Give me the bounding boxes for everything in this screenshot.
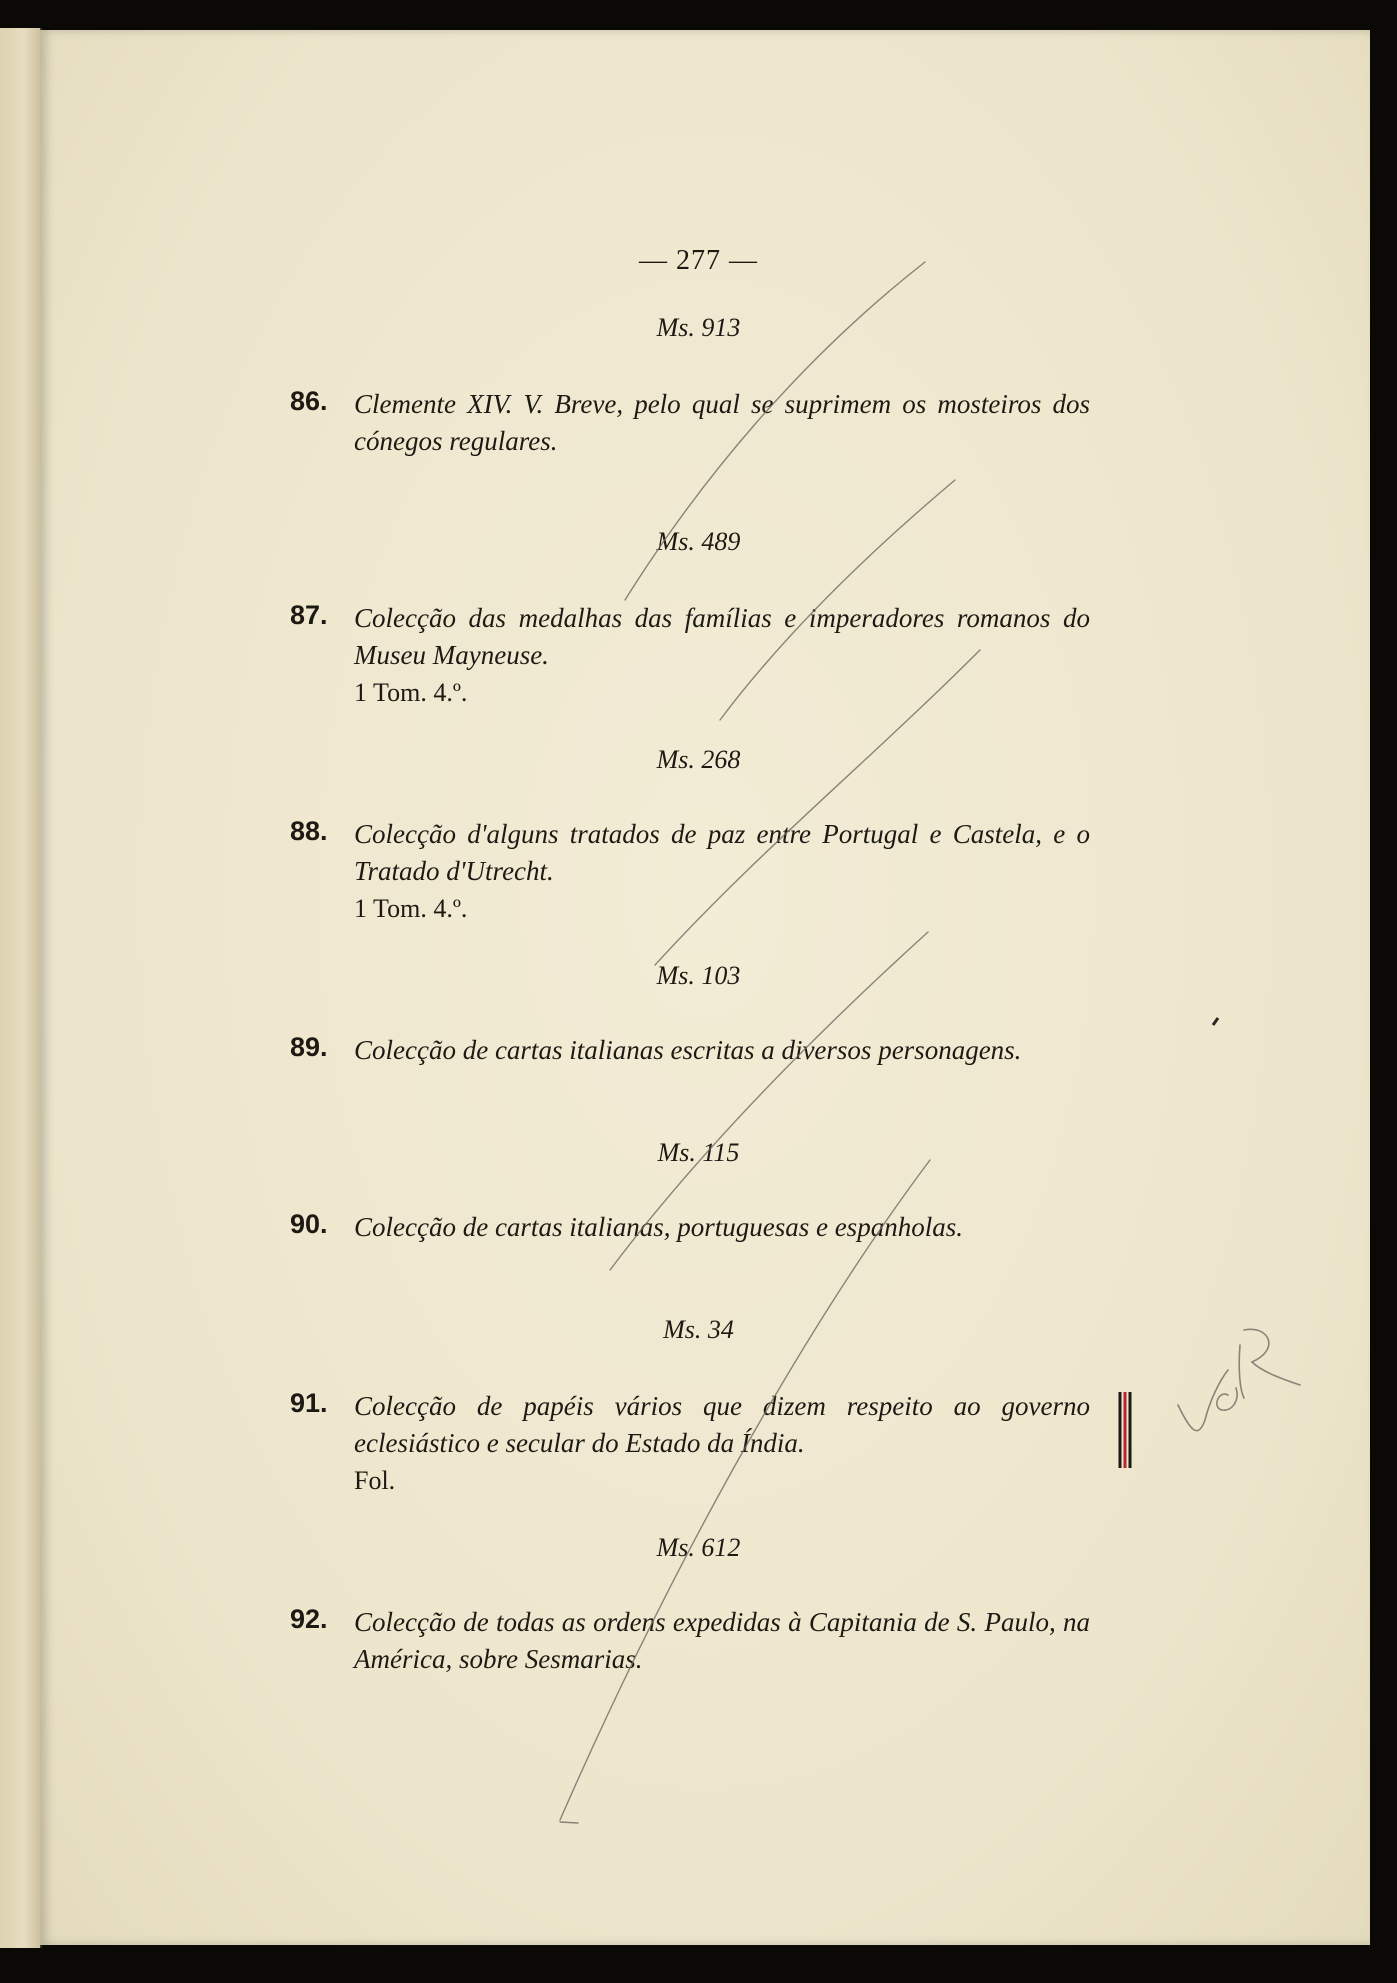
entry-description: Colecção de cartas italianas escritas a diversos personagens. [354,1035,1022,1065]
shelfmark-86: Ms. 913 [656,313,741,342]
shelfmark-87: Ms. 489 [656,527,741,556]
entry-format: 1 Tom. 4.º. [354,894,468,923]
shelfmark-89: Ms. 103 [656,961,741,990]
shelfmark-88: Ms. 268 [656,745,741,774]
catalog-entry-91 [290,1388,1090,1499]
entry-number: 92. [290,1604,328,1634]
entry-description: Colecção de todas as ordens expedidas à Capitania de S. Paulo, na América, sobre Sesmarias. [354,1607,1090,1674]
entry-description: Colecção de papéis vários que dizem respeito ao governo eclesiástico e secular do Estado da Índia. [354,1391,1090,1458]
entry-description: Colecção das medalhas das famílias e imperadores romanos do Museu Mayneuse. [354,603,1090,670]
entry-number: 88. [290,816,328,846]
entry-number: 89. [290,1032,328,1062]
shelfmark-92: Ms. 612 [656,1533,741,1562]
catalog-entry-92 [290,1604,1090,1678]
entry-number: 87. [290,600,328,630]
entry-number: 90. [290,1209,328,1239]
entry-number: 91. [290,1388,328,1418]
entry-description: Colecção de cartas italianas, portuguesas e espanholas. [354,1212,963,1242]
catalog-entry-89 [290,1032,1090,1069]
margin-bar-mark-icon [1112,1390,1172,1470]
shelfmark-90: Ms. 115 [657,1138,740,1167]
catalog-entry-86 [290,386,1090,460]
page-number: — 277 — [639,245,758,276]
shelfmark-91: Ms. 34 [663,1315,734,1344]
catalog-entry-90 [290,1209,1090,1246]
entry-description: Colecção d'alguns tratados de paz entre Portugal e Castela, e o Tratado d'Utrecht. [354,819,1090,886]
catalog-entry-87 [290,600,1090,711]
catalog-entry-88 [290,816,1090,927]
entry-number: 86. [290,386,328,416]
entry-format: 1 Tom. 4.º. [354,678,468,707]
entry-description: Clemente XIV. V. Breve, pelo qual se suprimem os mosteiros dos cónegos regulares. [354,389,1090,456]
entry-format: Fol. [354,1466,396,1495]
